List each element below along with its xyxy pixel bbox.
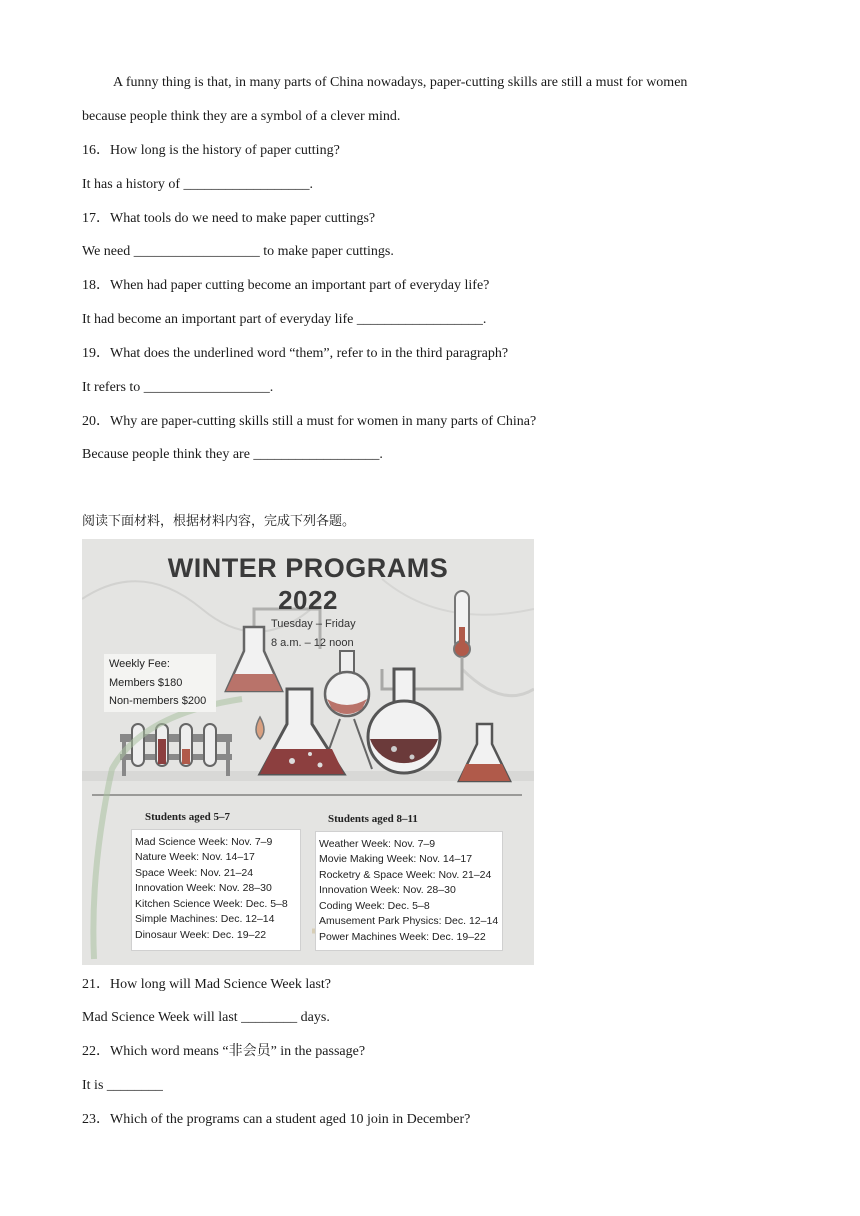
- list-item: Amusement Park Physics: Dec. 12–14: [319, 915, 499, 927]
- list-item: Innovation Week: Nov. 28–30: [319, 884, 456, 896]
- answer-16: It has a history of __________________.: [82, 177, 313, 192]
- list-item: Rocketry & Space Week: Nov. 21–24: [319, 869, 492, 881]
- passage-line-2: because people think they are a symbol of a clever mind.: [82, 109, 401, 124]
- program-hours: 8 a.m. – 12 noon: [271, 637, 354, 649]
- fee-label: Weekly Fee:: [109, 658, 170, 670]
- list-item: Simple Machines: Dec. 12–14: [135, 913, 275, 925]
- question-20: 20．Why are paper-cutting skills still a must for women in many parts of China?: [82, 414, 537, 429]
- passage-line-1: A funny thing is that, in many parts of China nowadays, paper-cutting skills are still a must for women: [113, 75, 688, 90]
- list-item: Mad Science Week: Nov. 7–9: [135, 836, 273, 848]
- answer-19: It refers to __________________.: [82, 380, 274, 395]
- program-days: Tuesday – Friday: [271, 618, 356, 630]
- program-list-5-7: [131, 829, 301, 951]
- list-item: Movie Making Week: Nov. 14–17: [319, 853, 473, 865]
- list-item: Nature Week: Nov. 14–17: [135, 851, 255, 863]
- answer-17: We need __________________ to make paper cuttings.: [82, 244, 394, 259]
- list-item: Dinosaur Week: Dec. 19–22: [135, 929, 267, 941]
- question-19: 19．What does the underlined word “them”, refer to in the third paragraph?: [82, 346, 509, 361]
- answer-18: It had become an important part of everyday life __________________.: [82, 312, 487, 327]
- list-item: Kitchen Science Week: Dec. 5–8: [135, 898, 288, 910]
- question-16: 16．How long is the history of paper cutting?: [82, 143, 340, 158]
- test-tube-rack-icon: [120, 724, 232, 776]
- question-21: 21．How long will Mad Science Week last?: [82, 977, 332, 992]
- group-heading-8-11: Students aged 8–11: [328, 813, 418, 825]
- reading-instruction: 阅读下面材料，根据材料内容，完成下列各题。: [82, 514, 356, 529]
- right-flask-icon: [459, 724, 510, 781]
- question-18: 18．When had paper cutting become an important part of everyday life?: [82, 278, 490, 293]
- poster-year: 2022: [278, 585, 338, 615]
- question-23: 23．Which of the programs can a student aged 10 join in December?: [82, 1112, 471, 1127]
- group-heading-5-7: Students aged 5–7: [145, 811, 230, 823]
- list-item: Power Machines Week: Dec. 19–22: [319, 931, 486, 943]
- question-17: 17．What tools do we need to make paper cuttings?: [82, 211, 376, 226]
- non-members-fee: Non-members $200: [109, 695, 207, 707]
- question-22: 22．Which word means “非会员” in the passage?: [82, 1044, 366, 1059]
- program-list-8-11: [315, 831, 503, 951]
- poster-title: WINTER PROGRAMS: [167, 553, 449, 583]
- list-item: Weather Week: Nov. 7–9: [319, 838, 436, 850]
- answer-20: Because people think they are __________________.: [82, 447, 383, 462]
- answer-21: Mad Science Week will last ________ days.: [82, 1010, 330, 1025]
- burner-flame-icon: [256, 717, 264, 739]
- list-item: Space Week: Nov. 21–24: [135, 867, 254, 879]
- members-fee: Members $180: [109, 677, 183, 689]
- round-bottom-flask-icon: [368, 669, 440, 773]
- list-item: Innovation Week: Nov. 28–30: [135, 882, 272, 894]
- answer-22: It is ________: [82, 1078, 163, 1093]
- winter-programs-poster: [82, 539, 534, 965]
- list-item: Coding Week: Dec. 5–8: [319, 900, 430, 912]
